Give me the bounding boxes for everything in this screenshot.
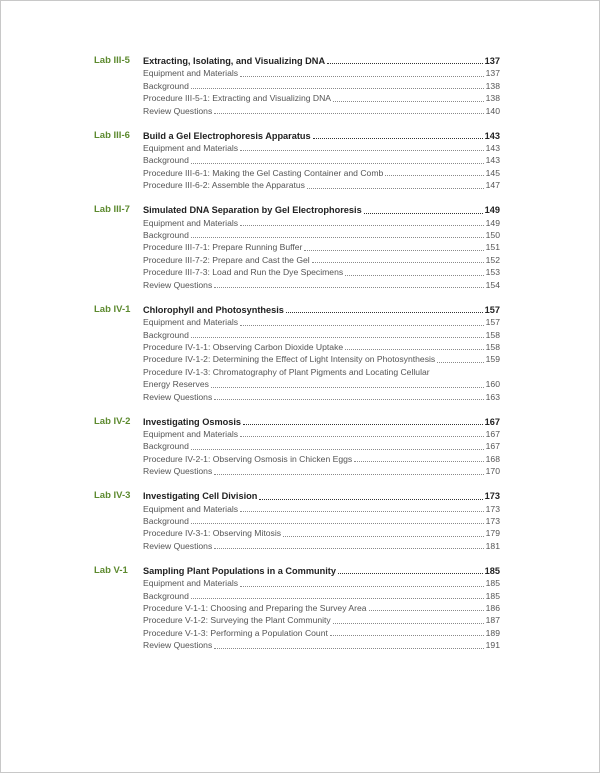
toc-entry[interactable] [143, 639, 500, 651]
toc-entry[interactable] [143, 241, 500, 253]
page-number: 159 [485, 354, 500, 365]
toc-entry[interactable] [143, 527, 500, 539]
page-number: 137 [485, 68, 500, 79]
toc-entry[interactable] [143, 105, 500, 117]
toc-entry[interactable] [143, 590, 500, 602]
dot-leader [283, 535, 484, 537]
dot-leader [345, 274, 483, 276]
page-number: 185 [484, 565, 500, 576]
toc-entry[interactable] [143, 577, 500, 589]
lab-number: Lab IV-2 [94, 415, 131, 427]
dot-leader [191, 162, 484, 164]
page-number: 137 [484, 56, 500, 66]
lab-title-row[interactable] [143, 130, 500, 142]
toc-entry[interactable] [143, 453, 500, 465]
toc-entry-text: Equipment and Materials [143, 143, 239, 154]
toc-entry-text: Procedure V-1-1: Choosing and Preparing the Survey Area [143, 603, 367, 613]
dot-leader [369, 609, 484, 611]
lab-title-row[interactable] [143, 55, 500, 67]
dot-leader [338, 572, 483, 574]
toc-entry-text: Procedure IV-2-1: Observing Osmosis in Chicken Eggs [143, 453, 353, 464]
dot-leader [364, 212, 483, 214]
page-number: 158 [485, 329, 500, 340]
toc-entry-text: Procedure V-1-3: Performing a Population Count [143, 627, 328, 638]
dot-leader [333, 622, 484, 624]
toc-entry[interactable] [143, 440, 500, 452]
dot-leader [191, 87, 484, 89]
toc-entry[interactable] [143, 428, 500, 440]
lab-number: Lab IV-3 [94, 490, 131, 502]
toc-entry-text: Equipment and Materials [143, 428, 239, 439]
page-number: 143 [485, 143, 500, 154]
lab-title: Chlorophyll and Photosynthesis [143, 304, 284, 315]
page-number: 157 [484, 304, 500, 315]
page-number: 152 [485, 254, 500, 265]
lab-title-row[interactable] [143, 416, 500, 428]
toc-entry-text: Procedure IV-1-1: Observing Carbon Dioxide Uptake [143, 341, 344, 352]
lab-title: Sampling Plant Populations in a Community [143, 565, 336, 576]
lab-entries [143, 55, 500, 117]
page-number: 158 [485, 341, 500, 352]
toc-entry-text: Procedure III-6-1: Making the Gel Casting Container and Comb [143, 167, 384, 178]
dot-leader [313, 137, 483, 139]
dot-leader [345, 348, 484, 350]
toc-entry-text: Procedure III-6-2: Assemble the Apparatus [143, 180, 305, 191]
dot-leader [243, 423, 483, 425]
toc-entry-text: Equipment and Materials [143, 578, 239, 589]
dot-leader [312, 261, 484, 263]
page-number: 163 [485, 391, 500, 402]
lab-section [94, 204, 500, 291]
lab-entries [143, 490, 500, 552]
toc-entry-text: Procedure III-5-1: Extracting and Visualizing DNA [143, 93, 332, 104]
page-number: 149 [484, 205, 500, 216]
dot-leader [214, 112, 483, 114]
toc-entry[interactable] [143, 614, 500, 626]
page-number: 181 [485, 540, 500, 551]
lab-section [94, 490, 500, 552]
page-number: 167 [484, 416, 500, 427]
lab-number: Lab III-5 [94, 55, 130, 66]
toc-entry[interactable] [143, 378, 500, 390]
toc-entry-text: Procedure III-7-3: Load and Run the Dye Specimens [143, 267, 344, 278]
toc-entry-text: Background [143, 441, 189, 452]
page-number: 187 [485, 615, 500, 626]
toc-entry[interactable] [143, 80, 500, 92]
page-number: 189 [485, 627, 500, 638]
dot-leader [240, 324, 484, 326]
toc-entry-text: Procedure IV-3-1: Observing Mitosis [143, 528, 282, 539]
toc-entry[interactable] [143, 627, 500, 639]
lab-number: Lab IV-1 [94, 303, 131, 315]
dot-leader [214, 547, 483, 549]
toc-entry-text: Background [143, 515, 189, 526]
dot-leader [214, 473, 483, 475]
toc-entry[interactable] [143, 341, 500, 353]
toc-entry-text: Review Questions [143, 279, 213, 290]
page-number: 173 [484, 491, 500, 502]
page-number: 153 [485, 267, 500, 278]
toc-entry[interactable] [143, 217, 500, 229]
toc-entry[interactable] [143, 515, 500, 527]
toc-entry[interactable] [143, 503, 500, 515]
lab-section [94, 55, 500, 117]
dot-leader [191, 522, 484, 524]
dot-leader [437, 361, 483, 363]
page-number: 150 [485, 230, 500, 241]
page-number: 138 [485, 93, 500, 104]
lab-title-row[interactable] [143, 304, 500, 316]
toc-entry[interactable] [143, 254, 500, 266]
dot-leader [333, 100, 484, 102]
lab-title-row[interactable] [143, 565, 500, 577]
dot-leader [385, 174, 483, 176]
toc-entry[interactable] [143, 154, 500, 166]
toc-entry-text: Procedure III-7-1: Prepare Running Buffer [143, 242, 303, 253]
lab-section [94, 304, 500, 403]
page-number: 154 [485, 279, 500, 290]
toc-entry[interactable] [143, 329, 500, 341]
dot-leader [354, 460, 483, 462]
lab-title-row[interactable] [143, 490, 500, 502]
toc-entry-text: Review Questions [143, 105, 213, 116]
page-number: 168 [485, 453, 500, 464]
toc-entry-text: Equipment and Materials [143, 68, 239, 79]
toc-entry[interactable] [143, 540, 500, 552]
lab-entries [143, 304, 500, 403]
toc-entry[interactable] [143, 67, 500, 79]
lab-number: Lab III-6 [94, 129, 130, 141]
toc-entry[interactable] [143, 279, 500, 291]
dot-leader [240, 585, 484, 587]
lab-title: Investigating Osmosis [143, 416, 242, 427]
dot-leader [214, 286, 483, 288]
page-number: 160 [485, 379, 500, 390]
dot-leader [330, 634, 484, 636]
toc-entry[interactable] [143, 391, 500, 403]
dot-leader [286, 311, 483, 313]
page-number: 179 [485, 528, 500, 539]
lab-number: Lab V-1 [94, 564, 128, 576]
toc-entry-text: Procedure IV-1-2: Determining the Effect of Light Intensity on Photosynthesis [143, 354, 436, 365]
lab-section [94, 565, 500, 652]
lab-entries [143, 204, 500, 291]
lab-title-row[interactable] [143, 204, 500, 216]
lab-title: Investigating Cell Division [143, 491, 258, 502]
lab-title: Build a Gel Electrophoresis Apparatus [143, 130, 311, 141]
dot-leader [214, 647, 483, 649]
page-number: 151 [485, 242, 500, 253]
toc-entry-text: Equipment and Materials [143, 503, 239, 514]
lab-title: Extracting, Isolating, and Visualizing DNA [143, 56, 326, 66]
dot-leader [191, 336, 484, 338]
page-number: 191 [485, 640, 500, 651]
toc-entry-continuation: Energy Reserves [143, 379, 209, 390]
toc-entry-text[interactable]: Procedure IV-1-3: Chromatography of Plant Pigments and Locating Cellular [143, 366, 430, 377]
dot-leader [191, 236, 484, 238]
page-number: 185 [485, 578, 500, 589]
toc-entry[interactable] [143, 229, 500, 241]
dot-leader [191, 448, 484, 450]
page-number: 186 [485, 603, 500, 613]
toc-entry[interactable] [143, 266, 500, 278]
page-number: 147 [485, 180, 500, 191]
toc-entry-text: Review Questions [143, 640, 213, 651]
toc-entry-text: Background [143, 590, 189, 601]
dot-leader [211, 386, 484, 388]
dot-leader [240, 224, 484, 226]
page-number: 170 [485, 466, 500, 477]
dot-leader [240, 75, 484, 77]
dot-leader [240, 435, 484, 437]
dot-leader [307, 187, 484, 189]
toc-entry[interactable] [143, 92, 500, 104]
dot-leader [240, 510, 484, 512]
toc-entry[interactable] [143, 465, 500, 477]
lab-section [94, 130, 500, 192]
dot-leader [191, 597, 484, 599]
page-number: 143 [485, 155, 500, 166]
toc-entry[interactable] [143, 602, 500, 614]
toc-entry-text: Equipment and Materials [143, 217, 239, 228]
toc-entry-text: Procedure V-1-2: Surveying the Plant Community [143, 615, 331, 626]
toc-entry-text: Review Questions [143, 466, 213, 477]
toc-entry[interactable] [143, 179, 500, 191]
dot-leader [240, 149, 484, 151]
page-number: 167 [485, 441, 500, 452]
lab-entries [143, 416, 500, 478]
lab-number: Lab III-7 [94, 204, 130, 216]
page-number: 143 [484, 130, 500, 141]
dot-leader [327, 62, 483, 64]
lab-title: Simulated DNA Separation by Gel Electrophoresis [143, 205, 362, 216]
table-of-contents [94, 55, 500, 664]
toc-entry[interactable] [143, 316, 500, 328]
dot-leader [214, 398, 483, 400]
toc-entry-text: Background [143, 155, 189, 166]
toc-entry-text: Equipment and Materials [143, 317, 239, 328]
lab-entries [143, 565, 500, 652]
page-number: 145 [485, 167, 500, 178]
toc-entry-text: Procedure III-7-2: Prepare and Cast the Gel [143, 254, 310, 265]
toc-entry-text: Background [143, 230, 189, 241]
toc-entry-text: Review Questions [143, 391, 213, 402]
page-number: 173 [485, 515, 500, 526]
toc-entry[interactable] [143, 167, 500, 179]
lab-section [94, 416, 500, 478]
dot-leader [259, 498, 482, 500]
toc-entry[interactable] [143, 353, 500, 365]
page-number: 140 [485, 105, 500, 116]
page-number: 173 [485, 503, 500, 514]
page-number: 149 [485, 217, 500, 228]
toc-entry-text: Background [143, 329, 189, 340]
page-number: 138 [485, 80, 500, 91]
lab-entries [143, 130, 500, 192]
toc-entry-text: Review Questions [143, 540, 213, 551]
toc-entry[interactable] [143, 142, 500, 154]
page-number: 185 [485, 590, 500, 601]
toc-entry-text: Background [143, 80, 189, 91]
page-number: 167 [485, 428, 500, 439]
dot-leader [304, 249, 483, 251]
page-number: 157 [485, 317, 500, 328]
